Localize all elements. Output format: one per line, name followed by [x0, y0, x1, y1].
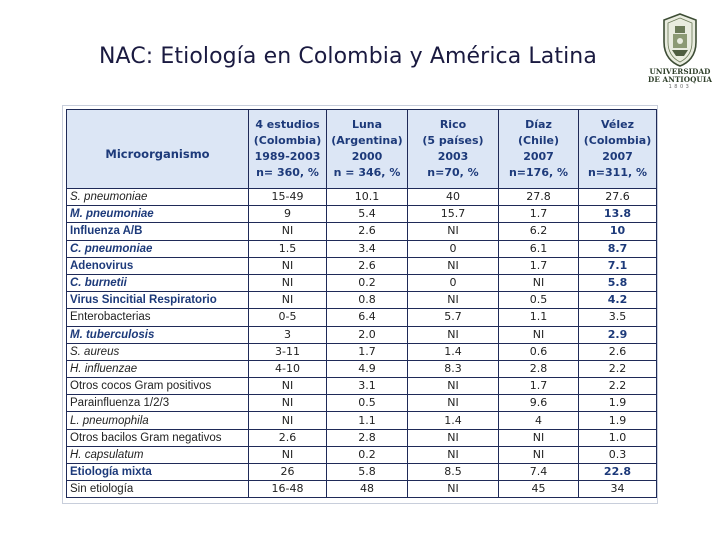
microorganism-name: M. tuberculosis: [67, 326, 249, 343]
table-cell: NI: [499, 446, 579, 463]
table-cell: 3-11: [249, 343, 327, 360]
table-row: [67, 446, 657, 463]
microorganism-name: Virus Sincitial Respiratorio: [67, 292, 249, 309]
table-cell: 40: [408, 189, 499, 206]
table-cell: NI: [408, 481, 499, 498]
header-column: 4 estudios (Colombia) 1989-2003 n= 360, %: [249, 110, 327, 189]
table-row: [67, 412, 657, 429]
table-cell: 0.5: [499, 292, 579, 309]
table-row: [67, 378, 657, 395]
table-cell: 1.7: [499, 206, 579, 223]
table-cell: 1.9: [579, 412, 657, 429]
header-column: Luna (Argentina) 2000 n = 346, %: [327, 110, 408, 189]
microorganism-name: H. influenzae: [67, 360, 249, 377]
table-cell: NI: [408, 326, 499, 343]
etiology-table: [66, 109, 657, 498]
microorganism-name: H. capsulatum: [67, 446, 249, 463]
table-cell: NI: [249, 412, 327, 429]
table-cell: 4.9: [327, 360, 408, 377]
table-cell: NI: [249, 292, 327, 309]
table-cell: NI: [408, 257, 499, 274]
table-row: [67, 326, 657, 343]
table-cell: 4: [499, 412, 579, 429]
table-header-row: [67, 110, 657, 189]
table-cell: NI: [249, 378, 327, 395]
table-cell: 0-5: [249, 309, 327, 326]
table-cell: 2.8: [327, 429, 408, 446]
table-cell: NI: [408, 223, 499, 240]
table-cell: 1.5: [249, 240, 327, 257]
table-cell: 22.8: [579, 464, 657, 481]
table-cell: 3: [249, 326, 327, 343]
table-cell: 3.1: [327, 378, 408, 395]
table-cell: NI: [408, 429, 499, 446]
table-cell: NI: [249, 274, 327, 291]
table-cell: 2.0: [327, 326, 408, 343]
table-cell: 9: [249, 206, 327, 223]
table-cell: NI: [249, 223, 327, 240]
table-row: [67, 223, 657, 240]
table-cell: 34: [579, 481, 657, 498]
table-cell: NI: [499, 429, 579, 446]
table-cell: 1.9: [579, 395, 657, 412]
etiology-table-frame: [62, 105, 658, 504]
table-cell: 1.7: [327, 343, 408, 360]
table-cell: 1.1: [499, 309, 579, 326]
table-cell: 27.6: [579, 189, 657, 206]
table-cell: 2.6: [327, 223, 408, 240]
header-column: Vélez (Colombia) 2007 n=311, %: [579, 110, 657, 189]
table-cell: 13.8: [579, 206, 657, 223]
table-row: [67, 292, 657, 309]
logo-year: 1803: [668, 84, 692, 90]
table-cell: 15-49: [249, 189, 327, 206]
table-cell: 4-10: [249, 360, 327, 377]
table-cell: 5.8: [579, 274, 657, 291]
microorganism-name: Otros bacilos Gram negativos: [67, 429, 249, 446]
logo-text-antioquia: DE ANTIOQUIA: [648, 75, 712, 84]
table-cell: 15.7: [408, 206, 499, 223]
table-cell: 10: [579, 223, 657, 240]
table-cell: 7.4: [499, 464, 579, 481]
university-logo: [648, 12, 712, 106]
table-row: [67, 360, 657, 377]
table-cell: 1.7: [499, 378, 579, 395]
table-row: [67, 189, 657, 206]
table-cell: 0.8: [327, 292, 408, 309]
slide-title: NAC: Etiología en Colombia y América Latina: [99, 44, 597, 69]
table-row: [67, 395, 657, 412]
table-cell: 3.4: [327, 240, 408, 257]
table-cell: 0.3: [579, 446, 657, 463]
table-cell: 10.1: [327, 189, 408, 206]
table-cell: 5.4: [327, 206, 408, 223]
header-column: Rico (5 países) 2003 n=70, %: [408, 110, 499, 189]
table-cell: NI: [408, 292, 499, 309]
table-cell: 4.2: [579, 292, 657, 309]
table-cell: 16-48: [249, 481, 327, 498]
table-cell: 5.7: [408, 309, 499, 326]
header-column: Díaz (Chile) 2007 n=176, %: [499, 110, 579, 189]
table-cell: 6.4: [327, 309, 408, 326]
microorganism-name: Etiología mixta: [67, 464, 249, 481]
table-cell: 0: [408, 240, 499, 257]
table-row: [67, 240, 657, 257]
table-cell: 1.4: [408, 412, 499, 429]
table-row: [67, 343, 657, 360]
table-row: [67, 481, 657, 498]
table-cell: NI: [408, 446, 499, 463]
microorganism-name: Sin etiología: [67, 481, 249, 498]
table-cell: 2.6: [327, 257, 408, 274]
university-seal-icon: [660, 12, 700, 68]
table-row: [67, 206, 657, 223]
table-cell: 2.8: [499, 360, 579, 377]
table-cell: NI: [408, 395, 499, 412]
table-body: [67, 189, 657, 498]
table-cell: NI: [249, 395, 327, 412]
table-cell: 1.1: [327, 412, 408, 429]
microorganism-name: S. aureus: [67, 343, 249, 360]
table-cell: NI: [499, 326, 579, 343]
table-cell: 2.6: [249, 429, 327, 446]
table-cell: 0.5: [327, 395, 408, 412]
microorganism-name: S. pneumoniae: [67, 189, 249, 206]
microorganism-name: Enterobacterias: [67, 309, 249, 326]
table-cell: 0.2: [327, 446, 408, 463]
table-row: [67, 274, 657, 291]
table-row: [67, 464, 657, 481]
table-cell: 2.2: [579, 378, 657, 395]
table-cell: 7.1: [579, 257, 657, 274]
header-microorganismo: Microorganismo: [67, 110, 249, 189]
microorganism-name: Adenovirus: [67, 257, 249, 274]
table-cell: 0: [408, 274, 499, 291]
table-cell: 3.5: [579, 309, 657, 326]
table-cell: 8.3: [408, 360, 499, 377]
table-cell: 0.6: [499, 343, 579, 360]
table-cell: 8.5: [408, 464, 499, 481]
table-cell: 48: [327, 481, 408, 498]
table-row: [67, 429, 657, 446]
table-cell: NI: [249, 446, 327, 463]
table-cell: 1.4: [408, 343, 499, 360]
microorganism-name: C. pneumoniae: [67, 240, 249, 257]
table-cell: 2.2: [579, 360, 657, 377]
logo-text-university: UNIVERSIDAD: [649, 67, 711, 76]
table-cell: 27.8: [499, 189, 579, 206]
table-cell: 0.2: [327, 274, 408, 291]
table-cell: 6.1: [499, 240, 579, 257]
table-cell: 26: [249, 464, 327, 481]
table-row: [67, 257, 657, 274]
microorganism-name: Parainfluenza 1/2/3: [67, 395, 249, 412]
microorganism-name: L. pneumophila: [67, 412, 249, 429]
table-cell: 1.7: [499, 257, 579, 274]
microorganism-name: Influenza A/B: [67, 223, 249, 240]
microorganism-name: Otros cocos Gram positivos: [67, 378, 249, 395]
microorganism-name: M. pneumoniae: [67, 206, 249, 223]
table-cell: 2.9: [579, 326, 657, 343]
table-cell: 8.7: [579, 240, 657, 257]
table-cell: 1.0: [579, 429, 657, 446]
table-cell: NI: [499, 274, 579, 291]
table-cell: NI: [408, 378, 499, 395]
table-cell: 6.2: [499, 223, 579, 240]
table-row: [67, 309, 657, 326]
table-cell: 2.6: [579, 343, 657, 360]
table-cell: 5.8: [327, 464, 408, 481]
microorganism-name: C. burnetii: [67, 274, 249, 291]
table-cell: 9.6: [499, 395, 579, 412]
table-cell: 45: [499, 481, 579, 498]
table-cell: NI: [249, 257, 327, 274]
